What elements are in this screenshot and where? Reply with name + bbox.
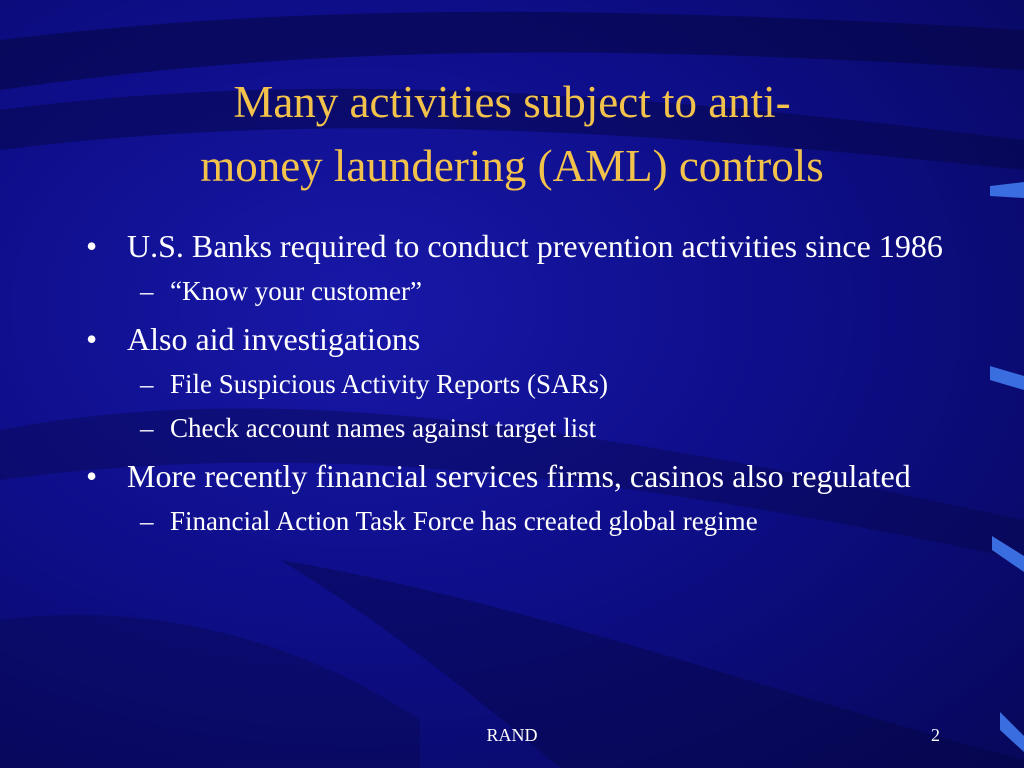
slide-title-line-1: Many activities subject to anti-: [233, 77, 791, 127]
sub-bullet-text: Check account names against target list: [170, 413, 597, 443]
sub-bullet-text: File Suspicious Activity Reports (SARs): [170, 369, 609, 399]
dash-glyph: –: [140, 506, 154, 536]
bullet-text: U.S. Banks required to conduct prevention activities since 1986: [127, 228, 943, 264]
sub-bullet-list: [127, 501, 944, 541]
dash-glyph: –: [140, 276, 154, 306]
bullet-glyph: •: [86, 321, 98, 357]
bullet-text: Also aid investigations: [127, 321, 421, 357]
bullet-glyph: •: [86, 458, 98, 494]
bullet-glyph: •: [86, 228, 98, 264]
sub-bullet-text: Financial Action Task Force has created global regime: [170, 506, 758, 536]
dash-glyph: –: [140, 413, 154, 443]
bullet-item: [84, 456, 944, 541]
bullet-item: [84, 226, 944, 311]
sub-bullet-text: “Know your customer”: [170, 276, 422, 306]
sub-bullet-list: [127, 364, 944, 448]
sub-bullet-item: [127, 501, 944, 541]
sub-bullet-list: [127, 271, 944, 311]
bullet-list: [84, 226, 944, 541]
slide-number: 2: [931, 725, 940, 745]
sub-bullet-item: [127, 364, 944, 404]
footer-organization: RAND: [486, 725, 538, 745]
dash-glyph: –: [140, 369, 154, 399]
sub-bullet-item: [127, 271, 944, 311]
bullet-text: More recently financial services firms, casinos also regulated: [127, 458, 911, 494]
sub-bullet-item: [127, 408, 944, 448]
edge-accent-ticks: [964, 0, 1024, 768]
slide-title: [60, 70, 964, 198]
slide-title-line-2: money laundering (AML) controls: [200, 141, 824, 191]
bullet-item: [84, 319, 944, 448]
